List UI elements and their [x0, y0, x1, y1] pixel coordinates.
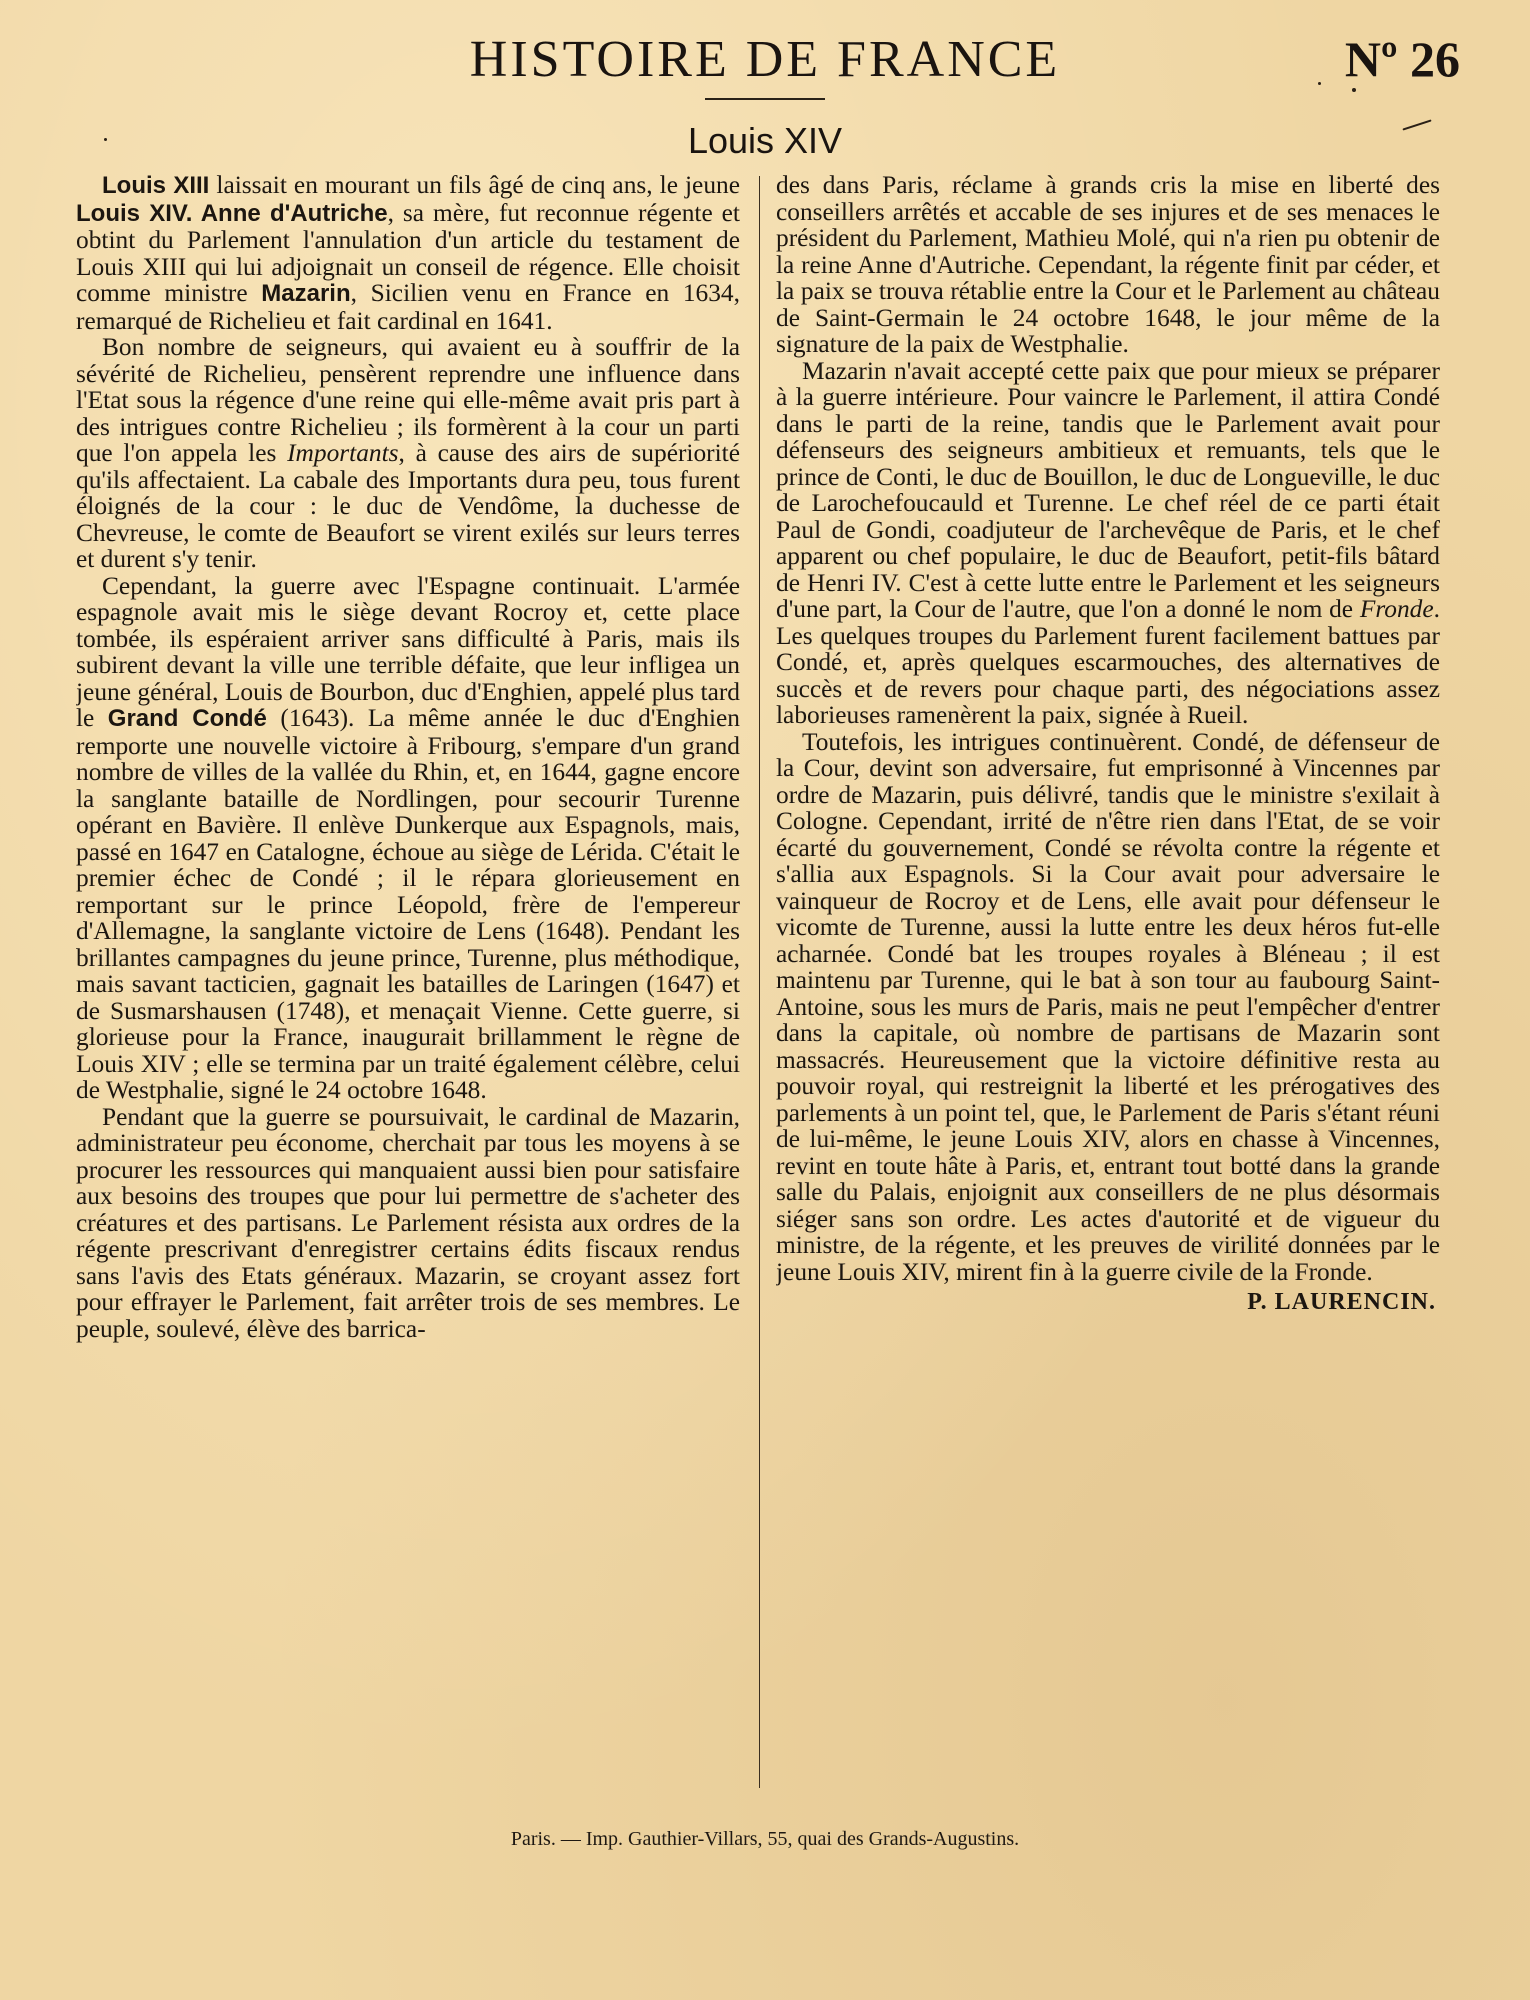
page-header	[60, 22, 1470, 92]
paragraph	[76, 1104, 740, 1343]
paragraph	[76, 172, 740, 334]
page-title: HISTOIRE DE FRANCE	[469, 31, 1061, 88]
paragraph: des dans Paris, réclame à grands cris la mise en liberté des conseillers arrêtés et accable de ses injures et de ses menaces le président du Parlement, Mathieu Molé, qui n'a rien pu obtenir de la reine Anne d'Autriche. Cependant, la régente finit par céder, et la paix se trouva rétablie entre la Cour et le Parlement au château de Saint-Germain le 24 octobre 1648, le jour même de la signature de la paix de Westphalie.	[776, 172, 1440, 358]
paragraph: Toutefois, les intrigues continuèrent. Condé, de défenseur de la Cour, devint son adversaire, fut emprisonné à Vincennes par ordre de Mazarin, puis délivré, tandis que le ministre s'exilait à Cologne. Cependant, irrité de n'être rien dans l'Etat, de se voir écarté du gouvernement, Condé se révolta contre la régente et s'allia aux Espagnols. Si la Cour avait pour adversaire le vainqueur de Rocroy et de Lens, elle avait pour défenseur le vicomte de Turenne, aussi la lutte entre les deux héros fut-elle acharnée. Condé bat les troupes royales à Bléneau ; il est maintenu par Turenne, qui le bat à son tour au faubourg Saint-Antoine, sous les murs de Paris, mais ne peut l'empêcher d'entrer dans la capitale, où nombre de partisans de Mazarin sont massacrés. Heureusement que la victoire définitive resta au pouvoir royal, qui restreignit la liberté et les prérogatives des parlements à un point tel, que, le Parlement de Paris s'étant réuni de lui-même, le jeune Louis XIV, alors en chasse à Vincennes, revint en toute hâte à Paris, et, entrant tout botté dans la grande salle du Palais, enjoignit aux conseillers de ne plus désormais siéger sans son ordre. Les actes d'autorité et de vigueur du ministre, de la régente, et les preuves de virilité données par le jeune Louis XIV, mirent fin à la guerre civile de la Fronde.	[776, 727, 1440, 1286]
issue-number: Nº 26	[1344, 31, 1460, 87]
left-column	[76, 172, 740, 1800]
text-run: (1643). La même année le duc d'Enghien remporte une nouvelle victoire à Fribourg, s'empare d'un grand nombre de villes de la vallée du Rhin, et, en 1644, gagne encore la sanglante bataille de Nordlingen, pour secourir Turenne opérant en Bavière. Il enlève Dunkerque aux Espagnols, mais, passé en 1647 en Catalogne, échoue au siège de Lérida. C'était le premier échec de Condé ; il le répara glorieusement en remportant sur le prince Léopold, frère de l'empereur d'Allemagne, la sanglante victoire de Lens (1648). Pendant les brillantes campagnes du jeune prince, Turenne, plus méthodique, mais savant tacticien, gagnait les batailles de Laringen (1647) et de Susmarshausen (1748), et menaçait Vienne. Cette guerre, si glorieuse pour la France, inaugurait brillamment le règne de Louis XIV ; elle se termina par un traité également célèbre, celui de Westphalie, signé le 24 octobre 1648.	[76, 704, 740, 1104]
printer-imprint: Paris. — Imp. Gauthier-Villars, 55, quai des Grands-Augustins.	[510, 1828, 1020, 1850]
ink-speck	[1318, 82, 1321, 85]
bold-text: Louis XIV. Anne d'Autriche	[76, 199, 388, 227]
article-body	[76, 172, 1440, 1800]
paragraph	[776, 358, 1440, 729]
bold-text: Mazarin	[261, 280, 351, 307]
paragraph	[76, 573, 740, 1104]
text-run: , Sicilien venu en France en 1634, remarqué de Richelieu et fait cardinal en 1641.	[76, 279, 740, 335]
text-run: Bon nombre de seigneurs, qui avaient eu à souffrir de la sévérité de Richelieu, pensèrent reprendre une influence dans l'Etat sous la régence d'une reine qui elle-même avait pris part à des intrigues contre Richelieu ; ils formèrent à la cour un parti que l'on appela les	[76, 333, 740, 467]
text-run: , sa mère, fut reconnue régente et obtint du Parlement l'annulation d'un article du testament de Louis XIII qui lui adjoignait un conseil de régence. Elle choisit comme ministre	[76, 198, 740, 307]
text-run: Cependant, la guerre avec l'Espagne continuait. L'armée espagnole avait mis le siège devant Rocroy et, cette place tombée, ils espéraient arriver sans difficulté à Paris, mais ils subirent devant la ville une terrible défaite, que leur infligea un jeune général, Louis de Bourbon, duc d'Enghien, appelé plus tard le	[76, 571, 740, 732]
right-column	[776, 172, 1440, 1800]
text-run: Mazarin n'avait accepté cette paix que pour mieux se préparer à la guerre intérieure. Pour vaincre le Parlement, il attira Condé dans le parti de la reine, tandis que le Parlement avait pour défenseurs des seigneurs ambitieux et remuants, tels que le prince de Conti, le duc de Bouillon, le duc de Longueville, le duc de Larochefoucauld et Turenne. Le chef réel de ce parti était Paul de Gondi, coadjuteur de l'archevêque de Paris, et le chef apparent ou chef populaire, le duc de Beaufort, petit-fils bâtard de Henri IV. C'est à cette lutte entre le Parlement et les seigneurs d'une part, la Cour de l'autre, que l'on a donné le nom de	[776, 356, 1440, 623]
bold-text: Louis XIII	[102, 172, 210, 199]
bold-text: Grand Condé	[107, 705, 267, 732]
ink-speck	[1352, 88, 1356, 92]
italic-text: Importants	[287, 439, 399, 467]
article-title: Louis XIV	[687, 120, 843, 161]
title-divider	[705, 98, 825, 100]
column-divider	[759, 176, 760, 1788]
ink-speck	[104, 138, 107, 141]
text-run: Pendant que la guerre se poursuivait, le cardinal de Mazarin, administrateur peu économe, cherchait par tous les moyens à se procurer les ressources qui manquaient aussi bien pour satisfaire aux besoins des troupes que pour lui permettre de s'acheter des créatures et des partisans. Le Parlement résista aux ordres de la régente prescrivant d'enregistrer certains édits fiscaux rendus sans l'avis des Etats généraux. Mazarin, se croyant assez fort pour effrayer le Parlement, fait arrêter trois de ses membres. Le peuple, soulevé, élève des barrica-	[76, 1102, 740, 1343]
italic-text: Fronde	[1359, 595, 1434, 623]
text-run: . Les quelques troupes du Parlement furent facilement battues par Condé, et, après quelques escarmouches, des alternatives de succès et de revers pour chaque parti, des négociations assez laborieuses ramenèrent la paix, signée à Rueil.	[776, 595, 1440, 729]
text-run: , à cause des airs de supériorité qu'ils affectaient. La cabale des Importants dura peu, tous furent éloignés de la cour : le duc de Vendôme, la duchesse de Chevreuse, le comte de Beaufort se virent exilés sur leurs terres et durent s'y tenir.	[76, 439, 740, 573]
author-signature: P. LAURENCIN.	[1247, 1289, 1436, 1315]
text-run: laissait en mourant un fils âgé de cinq ans, le jeune	[209, 172, 740, 199]
paragraph	[76, 334, 740, 573]
